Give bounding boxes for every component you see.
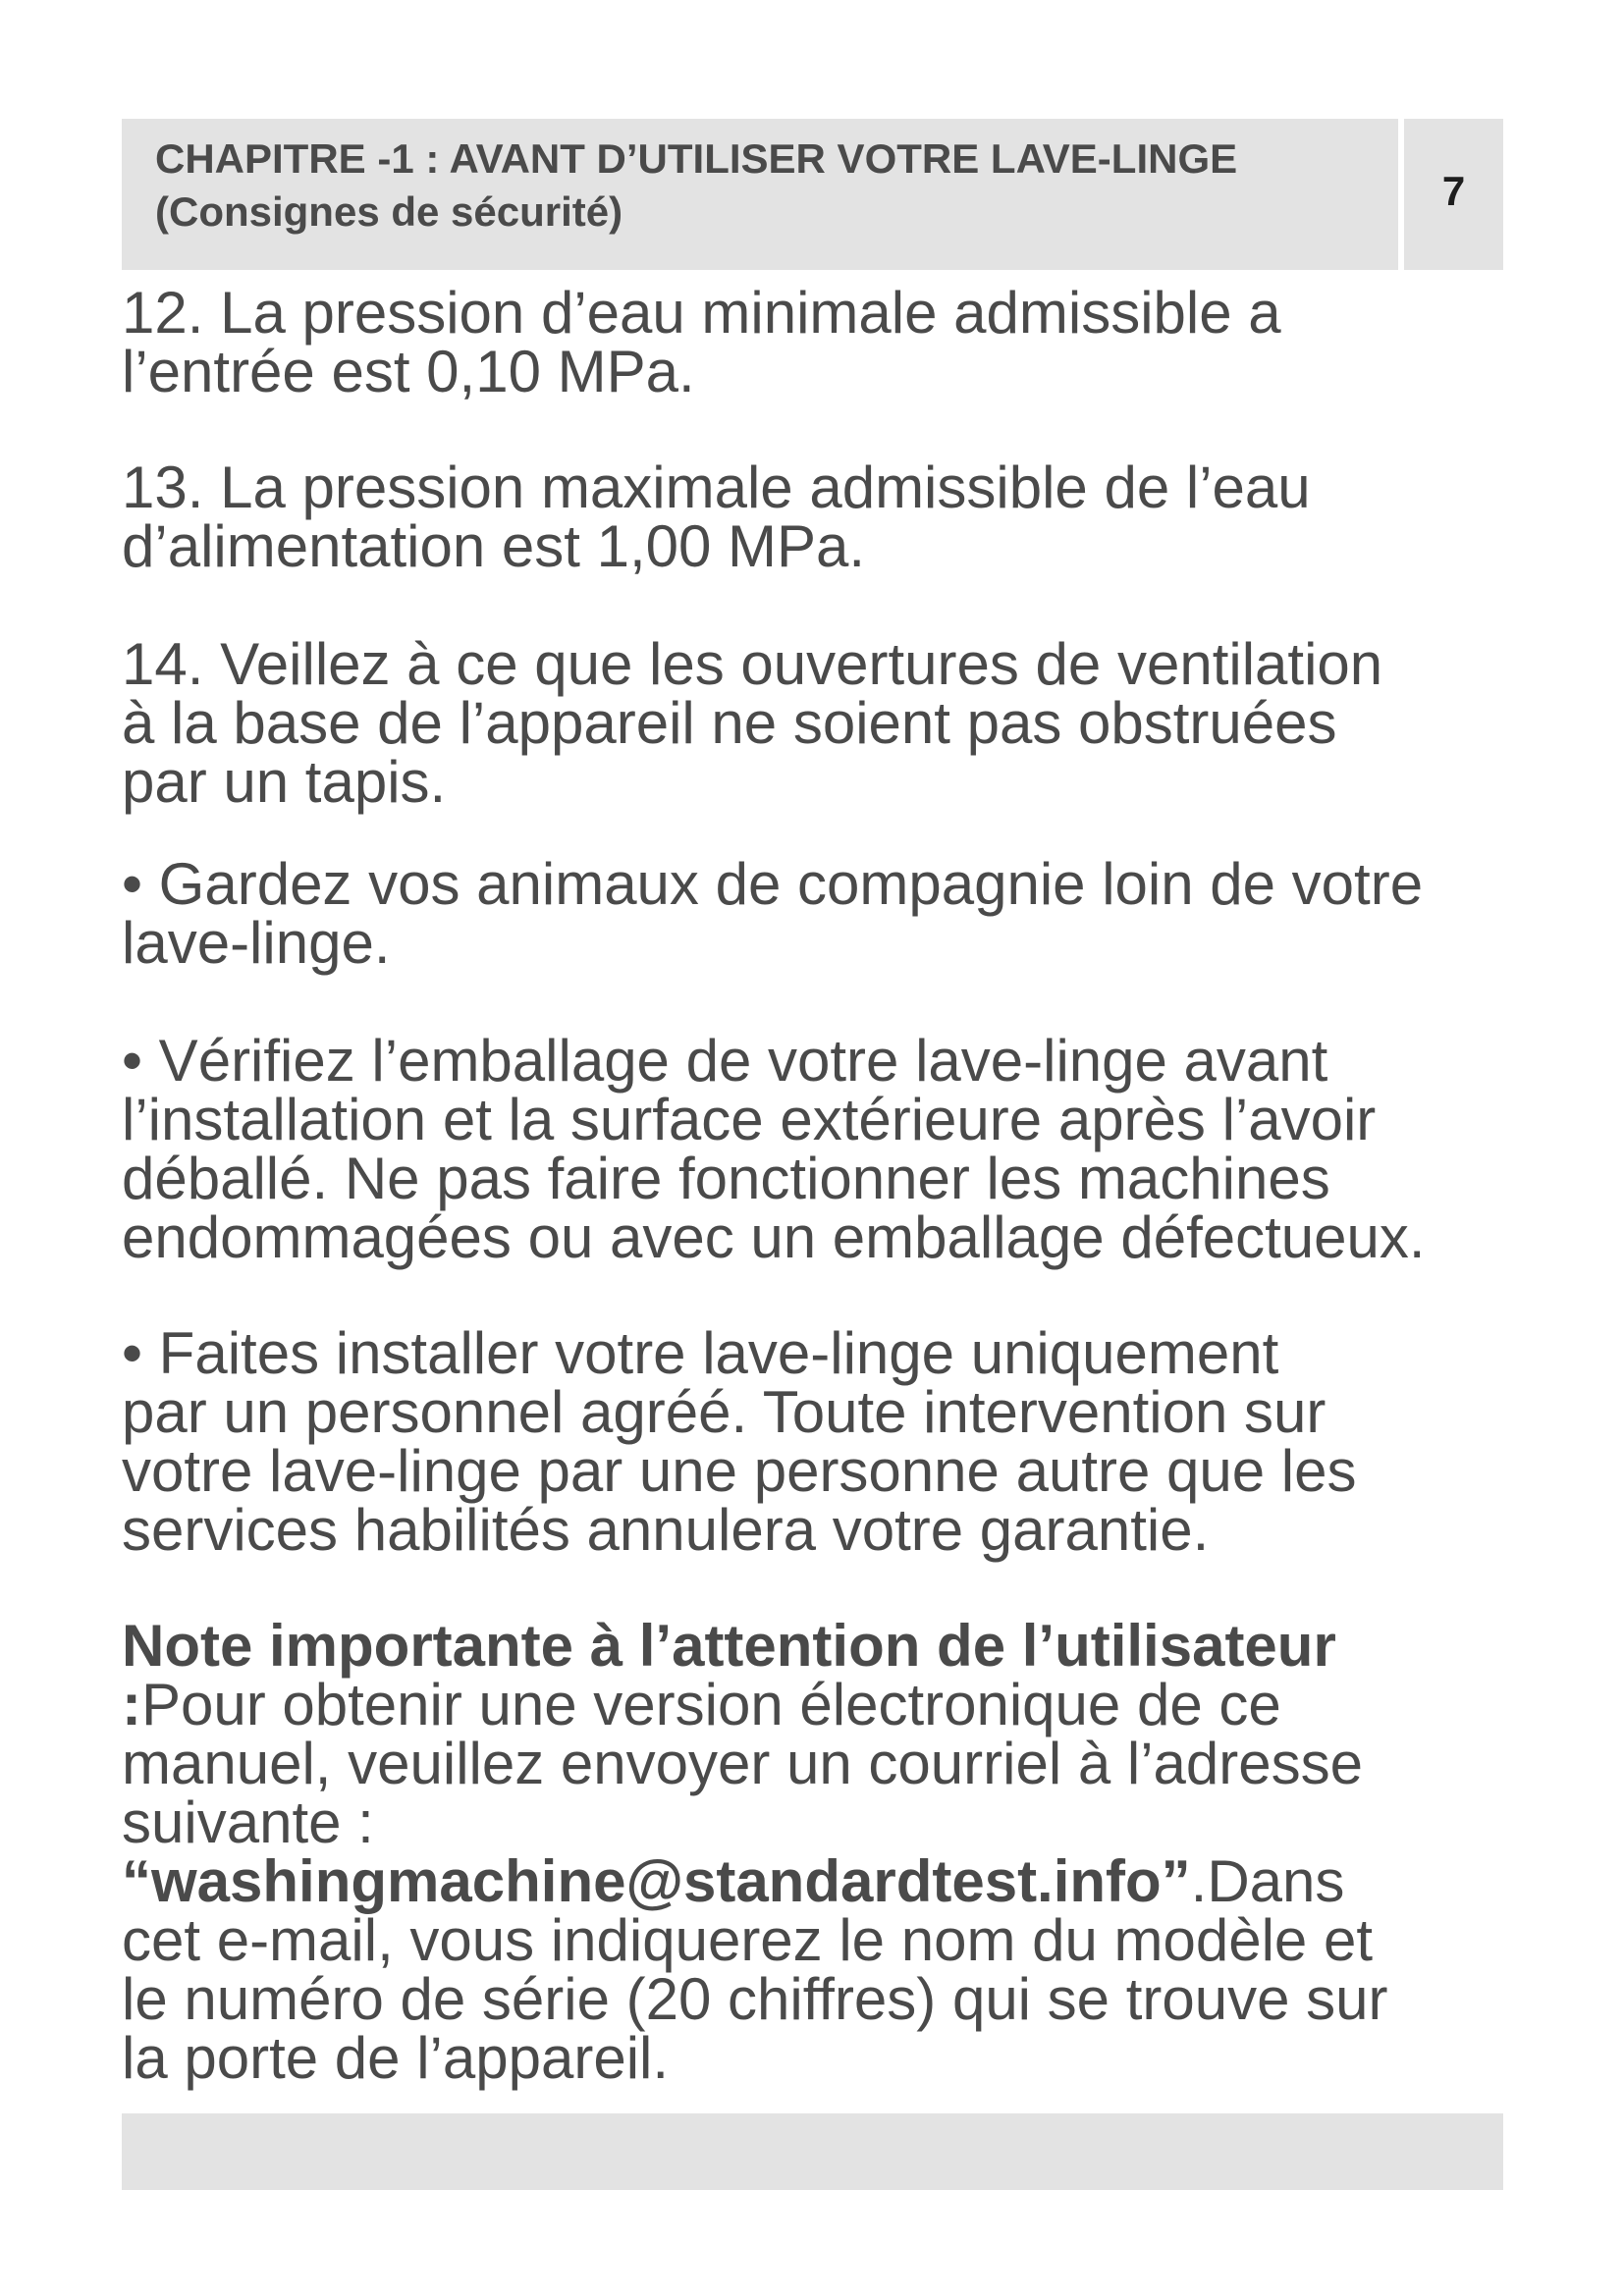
text-line: votre lave-linge par une personne autre que les (122, 1438, 1357, 1504)
email-address: “washingmachine@standardtest.info” (122, 1848, 1191, 1914)
text-line: endommagées ou avec un emballage défectueux. (122, 1204, 1426, 1270)
bullet-installation (122, 1320, 1516, 1563)
footer-bar (122, 2113, 1503, 2190)
text-line: par un personnel agréé. Toute intervention sur (122, 1379, 1326, 1445)
note-heading: Note importante à l’attention de l’utilisateur (122, 1613, 1336, 1679)
text-line: • Vérifiez l’emballage de votre lave-linge avant (122, 1028, 1328, 1094)
text-line: par un tapis. (122, 749, 447, 815)
note-text: .Dans (1190, 1848, 1345, 1914)
text-line: 14. Veillez à ce que les ouvertures de ventilation (122, 631, 1383, 697)
text-line: l’installation et la surface extérieure après l’avoir (122, 1087, 1377, 1152)
text-line: l’entrée est 0,10 MPa. (122, 339, 695, 404)
text-line: services habilités annulera votre garantie. (122, 1497, 1210, 1563)
page-number: 7 (1441, 168, 1466, 214)
paragraph-12 (122, 280, 1516, 404)
text-line (122, 1848, 1516, 1914)
text-line: la porte de l’appareil. (122, 2025, 670, 2091)
text-line: à la base de l’appareil ne soient pas obstruées (122, 690, 1337, 756)
paragraph-13 (122, 454, 1516, 579)
text-line: cet e-mail, vous indiquerez le nom du modèle et (122, 1907, 1374, 1973)
text-line: • Gardez vos animaux de compagnie loin de votre (122, 851, 1424, 917)
chapter-header (122, 119, 1398, 270)
text-line (122, 1672, 1516, 1737)
page-content (122, 280, 1516, 2091)
important-note (122, 1613, 1516, 2091)
page-number-box (1404, 119, 1503, 270)
text-line: d’alimentation est 1,00 MPa. (122, 513, 866, 579)
chapter-title: CHAPITRE -1 : AVANT D’UTILISER VOTRE LAVE-LINGE (155, 135, 1238, 182)
text-line: • Faites installer votre lave-linge uniquement (122, 1320, 1279, 1386)
note-text: Pour obtenir une version électronique de ce (140, 1672, 1281, 1737)
text-line: suivante : (122, 1789, 374, 1855)
text-line: déballé. Ne pas faire fonctionner les machines (122, 1146, 1330, 1211)
text-line: 12. La pression d’eau minimale admissible a (122, 280, 1281, 346)
text-line: lave-linge. (122, 910, 391, 976)
bullet-pets (122, 851, 1516, 976)
note-colon: : (122, 1672, 141, 1737)
bullet-packaging (122, 1028, 1516, 1270)
text-line: 13. La pression maximale admissible de l’eau (122, 454, 1311, 520)
chapter-subtitle: (Consignes de sécurité) (155, 188, 623, 235)
paragraph-14 (122, 631, 1516, 815)
text-line: manuel, veuillez envoyer un courriel à l’adresse (122, 1731, 1363, 1796)
text-line: le numéro de série (20 chiffres) qui se trouve sur (122, 1966, 1388, 2032)
